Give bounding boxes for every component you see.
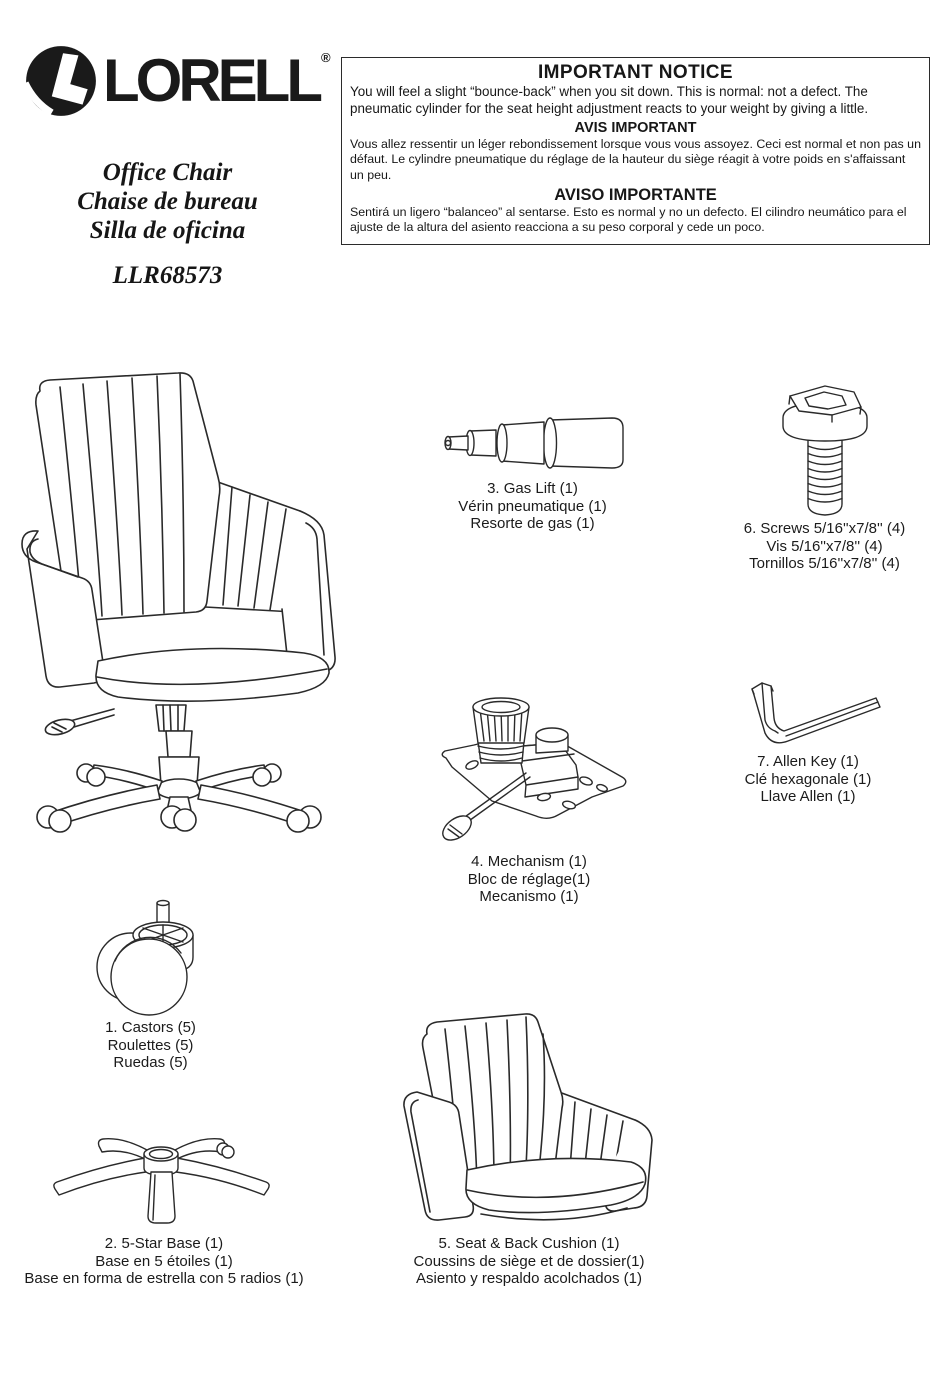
notice-heading-fr: AVIS IMPORTANT	[574, 120, 697, 137]
part-label-line: Vérin pneumatique (1)	[458, 497, 607, 515]
lorell-circle-l-icon	[22, 42, 100, 120]
figure-screws	[707, 382, 942, 573]
part-label-line: 7. Allen Key (1)	[757, 753, 859, 770]
screw-line-drawing-icon	[775, 382, 875, 520]
product-title-en: Office Chair	[102, 159, 233, 186]
part-label-line: 1. Castors (5)	[105, 1019, 196, 1036]
lorell-logo-text: LORELL	[103, 47, 319, 114]
part-label-line: Asiento y respaldo acolchados (1)	[416, 1270, 642, 1287]
five-star-base-line-drawing-icon	[39, 1122, 289, 1235]
figure-five-star-base	[3, 1122, 325, 1288]
figure-allen-key	[703, 678, 913, 806]
part-label-line: 6. Screws 5/16''x7/8'' (4)	[743, 520, 906, 537]
part-label-mechanism	[426, 853, 632, 906]
part-label-line: Llave Allen (1)	[760, 788, 856, 805]
part-label-line: 5. Seat & Back Cushion (1)	[438, 1235, 620, 1252]
product-title-es: Silla de oficina	[89, 217, 246, 244]
part-label-line: Roulettes (5)	[107, 1036, 194, 1054]
figure-castors	[48, 897, 253, 1072]
figure-seat-back-cushion	[375, 1002, 683, 1288]
figure-gas-lift	[430, 408, 635, 533]
part-label-screws	[707, 520, 942, 573]
castor-line-drawing-icon	[91, 897, 211, 1019]
notice-heading-es: AVISO IMPORTANTE	[554, 186, 717, 205]
part-label-line: Resorte de gas (1)	[470, 515, 595, 532]
part-label-seat-back-cushion	[375, 1235, 683, 1288]
notice-heading-en: IMPORTANT NOTICE	[538, 62, 733, 83]
product-title-block	[25, 158, 310, 290]
part-label-line: Base en 5 étoiles (1)	[95, 1252, 233, 1270]
part-label-five-star-base	[3, 1235, 325, 1288]
part-label-line: Tornillos 5/16''x7/8'' (4)	[749, 555, 900, 572]
part-label-line: Ruedas (5)	[113, 1054, 188, 1071]
part-label-allen-key	[703, 753, 913, 806]
part-label-gas-lift	[430, 480, 635, 533]
part-label-line: Clé hexagonale (1)	[744, 770, 872, 788]
part-label-line: Coussins de siège et de dossier(1)	[413, 1252, 645, 1270]
model-number: LLR68573	[112, 262, 223, 289]
part-label-line: 3. Gas Lift (1)	[487, 480, 578, 497]
notice-body-es: Sentirá un ligero “balanceo” al sentarse. Esto es normal y no un defecto. El cilindro neumático para el ajuste de la altura del asiento reacciona a su peso corporal y cede un poco.	[350, 205, 907, 235]
lorell-logo	[22, 42, 331, 120]
part-label-line: Mecanismo (1)	[479, 888, 579, 905]
mechanism-line-drawing-icon	[426, 685, 632, 853]
part-label-line: Base en forma de estrella con 5 radios (1)	[24, 1270, 304, 1287]
office-chair-line-drawing-icon	[10, 365, 350, 835]
seat-back-cushion-line-drawing-icon	[389, 1002, 669, 1235]
part-label-line: Vis 5/16''x7/8'' (4)	[766, 537, 883, 555]
figure-office-chair	[10, 365, 350, 835]
notice-body-fr: Vous allez ressentir un léger rebondissement lorsque vous vous assoyez. Ceci est normal et non pas un défaut. Le cylindre pneumatique du réglage de la hauteur du siège réagit à votre poids en s'affaissant un peu.	[350, 137, 921, 182]
part-label-line: 2. 5-Star Base (1)	[104, 1235, 224, 1252]
figure-mechanism	[426, 685, 632, 906]
part-label-line: Bloc de réglage(1)	[467, 870, 591, 888]
important-notice-box	[341, 57, 930, 245]
gas-lift-line-drawing-icon	[438, 408, 628, 480]
notice-body-en: You will feel a slight “bounce-back” when you sit down. This is normal: not a defect. The pneumatic cylinder for the seat height adjustment reacts to your weight by giving a little.	[350, 84, 869, 116]
part-label-castors	[48, 1019, 253, 1072]
part-label-line: 4. Mechanism (1)	[471, 853, 587, 870]
product-title-fr: Chaise de bureau	[77, 188, 258, 215]
allen-key-line-drawing-icon	[728, 678, 888, 753]
registered-trademark: ®	[320, 50, 331, 65]
